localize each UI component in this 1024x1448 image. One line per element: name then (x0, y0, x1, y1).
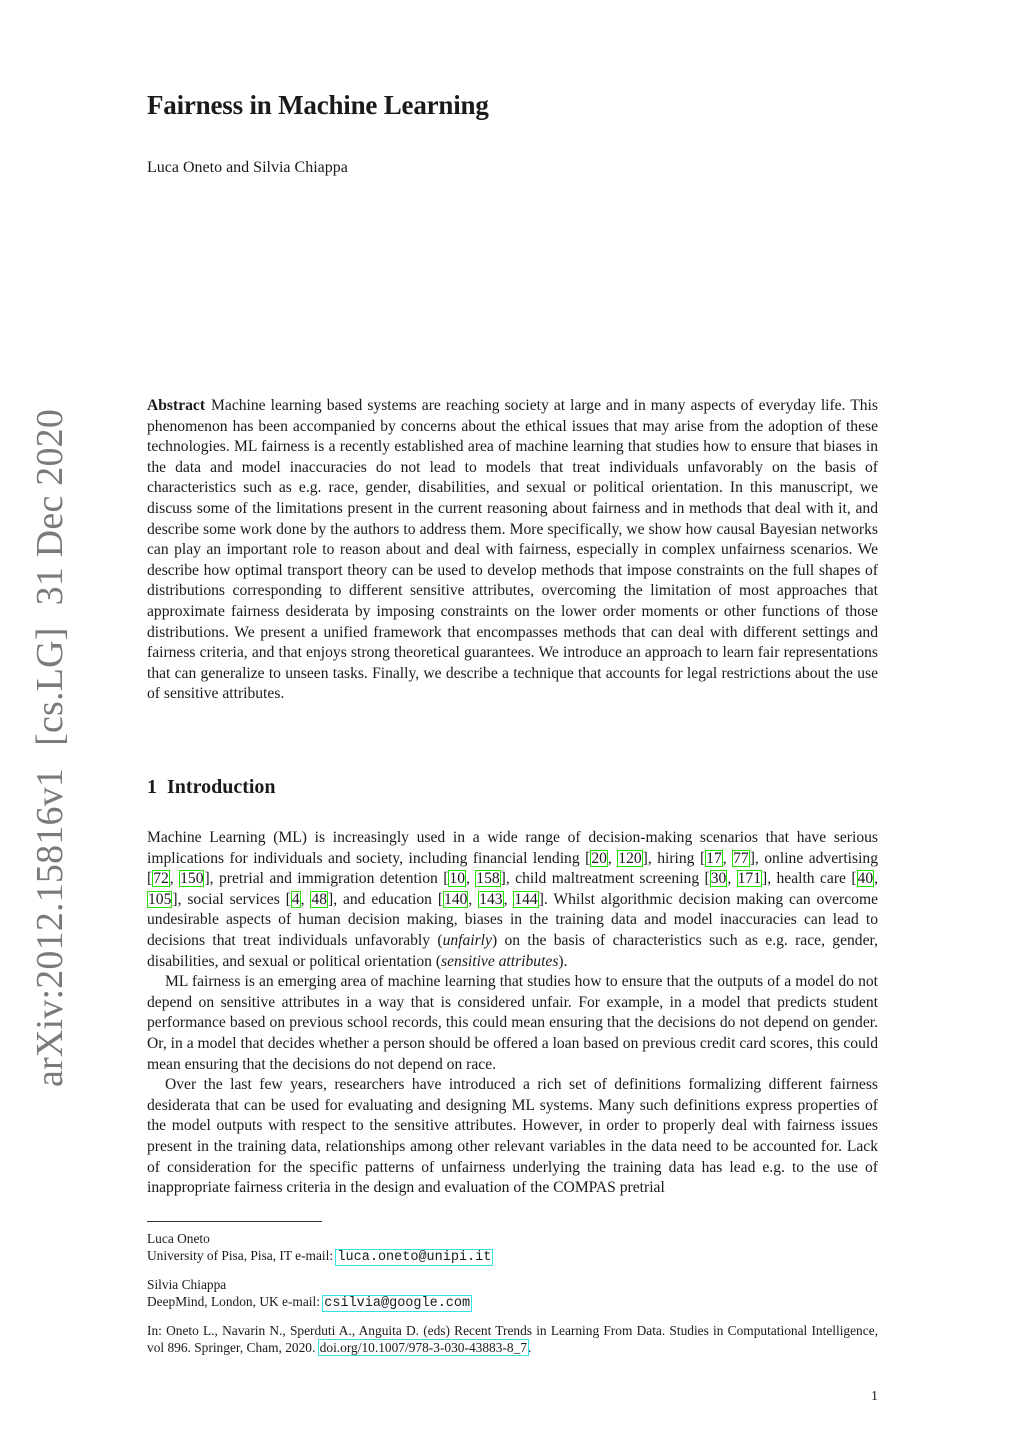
publication-text: In: Oneto L., Navarin N., Sperduti A., Anguita D. (eds) Recent Trends in Learning From Data. Studies in Computational Intelligence, vol 896. Springer, Cham, 2020. (147, 1323, 878, 1355)
abstract (147, 396, 878, 705)
paragraph-text: ) on the basis of characteristics such as e.g. race, gender, disabilities, and sexual or political orientation ( (147, 931, 878, 970)
paragraph-text: Machine Learning (ML) is increasingly used in a wide range of decision-making scenarios that have serious implications for individuals and society, including financial lending [ (147, 829, 878, 867)
intro-paragraph-1: Machine Learning (ML) is increasingly used in a wide range of decision-making scenarios that have serious implications for individuals and society, including financial lending [20, 120], hiring [17, 77], online advertising [72, 150], pretrial and immigration detention [10, 158], child maltreatment screening [30, 171], health care [40, 105], social services [4, 48], and education [140, 143, 144]. Whilst algorithmic decision making can overcome undesirable aspects of human decision making, biases in the training data and model inaccuracies can lead to decisions that treat individuals unfavorably (unfairly) on the basis of characteristics such as e.g. race, gender, disabilities, and sexual or political orientation (sensitive attributes). (147, 829, 879, 970)
author-footnote-2 (147, 1276, 878, 1312)
citation-link[interactable]: 30 (710, 870, 727, 888)
paragraph-text: ], online advertising [ (147, 849, 878, 888)
footnotes (147, 1230, 878, 1366)
citation-link[interactable]: 158 (476, 870, 500, 888)
emphasis-text: unfairly (442, 931, 492, 949)
citation-link[interactable]: 40 (857, 870, 874, 888)
publication-footnote (147, 1322, 878, 1356)
citation-link[interactable]: 140 (444, 890, 468, 908)
publication-end: . (527, 1340, 532, 1355)
introduction-body (147, 828, 878, 1199)
paper-title: Fairness in Machine Learning (147, 90, 489, 120)
abstract-text: Machine learning based systems are reaching society at large and in many aspects of everyday life. This phenomenon has been accompanied by concerns about the ethical issues that may arise from the adoption of these technologies. ML fairness is a recently established area of machine learning that studies how to ensure that biases in the data and model inaccuracies do not lead to models that treat individuals unfavorably on the basis of characteristics such as e.g. race, gender, disabilities, and sexual or political orientation. In this manuscript, we discuss some of the limitations present in the current reasoning about fairness and in methods that deal with it, and describe some work done by the authors to address them. More specifically, we show how causal Bayesian networks can play an important role to reason about and deal with fairness, especially in complex unfairness scenarios. We describe how optimal transport theory can be used to develop methods that impose constraints on the full shapes of distributions corresponding to different sensitive attributes, overcoming the limitation of most approaches that approximate fairness desiderata by imposing constraints on the lower order moments or other functions of those distributions. We present a unified framework that encompasses methods that can deal with different settings and fairness criteria, and that enjoys strong theoretical guarantees. We introduce an approach to learn fair representations that can generalize to unseen tasks. Finally, we describe a technique that accounts for legal restrictions about the use of sensitive attributes. (147, 397, 878, 703)
citation-link[interactable]: 120 (618, 849, 642, 867)
arxiv-date: 31 Dec 2020 (29, 408, 71, 606)
citation-link[interactable]: 48 (311, 890, 328, 908)
paragraph-text: ], pretrial and immigration detention [ (204, 870, 449, 888)
section-title: Introduction (167, 776, 276, 798)
paragraph-text: ], health care [ (762, 870, 857, 888)
paragraph-text: ], social services [ (172, 890, 291, 908)
section-heading-introduction (147, 776, 276, 799)
footnote-author-name: Silvia Chiappa (147, 1277, 227, 1292)
author-footnote-1 (147, 1230, 878, 1266)
arxiv-side-stamp (28, 409, 72, 1087)
email-link[interactable]: luca.oneto@unipi.it (337, 1250, 492, 1265)
footnote-divider (147, 1221, 322, 1222)
paragraph-text: ], and education [ (328, 890, 444, 908)
paragraph-text: ). (558, 952, 568, 970)
citation-link[interactable]: 171 (737, 870, 761, 888)
citation-link[interactable]: 4 (291, 890, 300, 908)
affiliation-text: University of Pisa, Pisa, IT e-mail: (147, 1248, 337, 1263)
intro-paragraph-2: ML fairness is an emerging area of machine learning that studies how to ensure that the outputs of a model do not depend on sensitive attributes in a way that is considered unfair. For example, in a model that predicts student performance based on previous school records, this could mean ensuring that the decisions do not depend on gender. Or, in a model that decides whether a person should be offered a loan based on previous credit card scores, this could mean ensuring that the decisions do not depend on race. (147, 973, 878, 1073)
citation-link[interactable]: 10 (449, 870, 465, 888)
arxiv-id: arXiv:2012.15816v1 (29, 767, 71, 1088)
citation-link[interactable]: 150 (180, 870, 204, 888)
citation-link[interactable]: 105 (148, 890, 172, 908)
citation-link[interactable]: 72 (153, 870, 169, 888)
doi-link[interactable]: doi.org/10.1007/978-3-030-43883-8_7 (319, 1340, 527, 1355)
affiliation-text: DeepMind, London, UK e-mail: (147, 1294, 324, 1309)
page-number: 1 (871, 1389, 878, 1404)
arxiv-category: [cs.LG] (29, 627, 71, 746)
citation-link[interactable]: 20 (591, 849, 607, 867)
paper-authors: Luca Oneto and Silvia Chiappa (147, 159, 348, 176)
footnote-author-name: Luca Oneto (147, 1231, 210, 1246)
emphasis-text: sensitive attributes (441, 952, 559, 970)
citation-link[interactable]: 77 (733, 849, 749, 867)
footnote-affiliation (147, 1293, 878, 1312)
paragraph-text: ], child maltreatment screening [ (500, 870, 710, 888)
section-number: 1 (147, 776, 157, 798)
intro-paragraph-3: Over the last few years, researchers have introduced a rich set of definitions formalizing different fairness desiderata that can be used for evaluating and designing ML systems. Many such definitions express properties of the model outputs with respect to the sensitive attributes. However, in order to properly deal with fairness issues present in the training data, relationships among other relevant variables in the data need to be accounted for. Lack of consideration for the specific patterns of unfairness underlying the training data has lead e.g. to the use of inappropriate fairness criteria in the design and evaluation of the COMPAS pretrial (147, 1076, 878, 1197)
email-link[interactable]: csilvia@google.com (324, 1296, 471, 1311)
paragraph-text: ], hiring [ (642, 849, 706, 867)
citation-link[interactable]: 17 (706, 849, 722, 867)
abstract-label: Abstract (147, 397, 206, 414)
citation-link[interactable]: 144 (514, 890, 538, 908)
citation-link[interactable]: 143 (479, 890, 503, 908)
paragraph-text: ]. Whilst algorithmic decision making can overcome undesirable aspects of human decision making, biases in the training data and model inaccuracies can lead to decisions that treat individuals unfavorably ( (147, 890, 879, 949)
footnote-affiliation (147, 1247, 878, 1266)
